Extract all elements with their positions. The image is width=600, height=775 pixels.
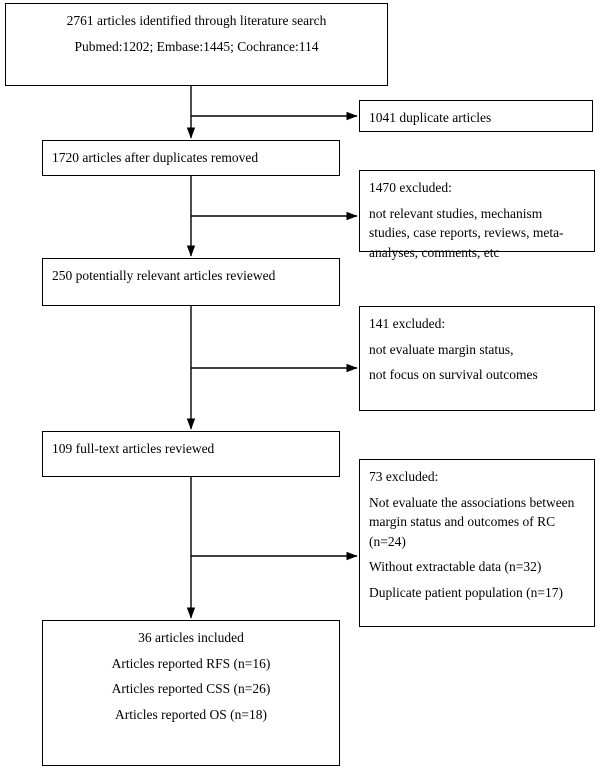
node-excluded-73-line-3: Without extractable data (n=32) [369,559,542,575]
node-included-line-1: 36 articles included [138,630,244,645]
node-full-text-reviewed-line-1: 109 full-text articles reviewed [52,441,215,456]
node-excluded-1470-line-1: 1470 excluded: [369,180,452,195]
node-included [42,620,340,766]
node-excluded-73-line-2: Not evaluate the associations between margin status and outcomes of RC (n=24) [369,494,575,549]
node-excluded-73 [359,459,595,627]
node-excluded-141-line-2: not evaluate margin status, [369,341,514,357]
node-excluded-73-line-1: 73 excluded: [369,469,439,484]
node-duplicates-line-1: 1041 duplicate articles [369,110,492,125]
node-excluded-1470-line-2: not relevant studies, mechanism studies, case reports, reviews, meta-analyses, comments, etc [369,205,564,260]
node-potentially-relevant-line-1: 250 potentially relevant articles reviewed [52,268,276,283]
node-identified [5,3,388,86]
node-after-duplicates [42,140,340,176]
node-excluded-141 [359,306,595,411]
node-identified-line-2: Pubmed:1202; Embase:1445; Cochrance:114 [74,38,319,54]
node-excluded-73-line-4: Duplicate patient population (n=17) [369,584,563,600]
node-included-line-4: Articles reported OS (n=18) [115,706,267,722]
node-included-line-2: Articles reported RFS (n=16) [111,655,271,671]
node-included-line-3: Articles reported CSS (n=26) [111,681,271,697]
node-potentially-relevant [42,258,340,306]
node-excluded-1470 [359,170,595,260]
node-excluded-141-line-1: 141 excluded: [369,316,446,331]
node-duplicates [359,100,593,132]
node-after-duplicates-line-1: 1720 articles after duplicates removed [52,150,259,165]
node-identified-line-1: 2761 articles identified through literature search [66,13,327,28]
node-full-text-reviewed [42,431,340,477]
node-excluded-141-line-3: not focus on survival outcomes [369,367,538,383]
